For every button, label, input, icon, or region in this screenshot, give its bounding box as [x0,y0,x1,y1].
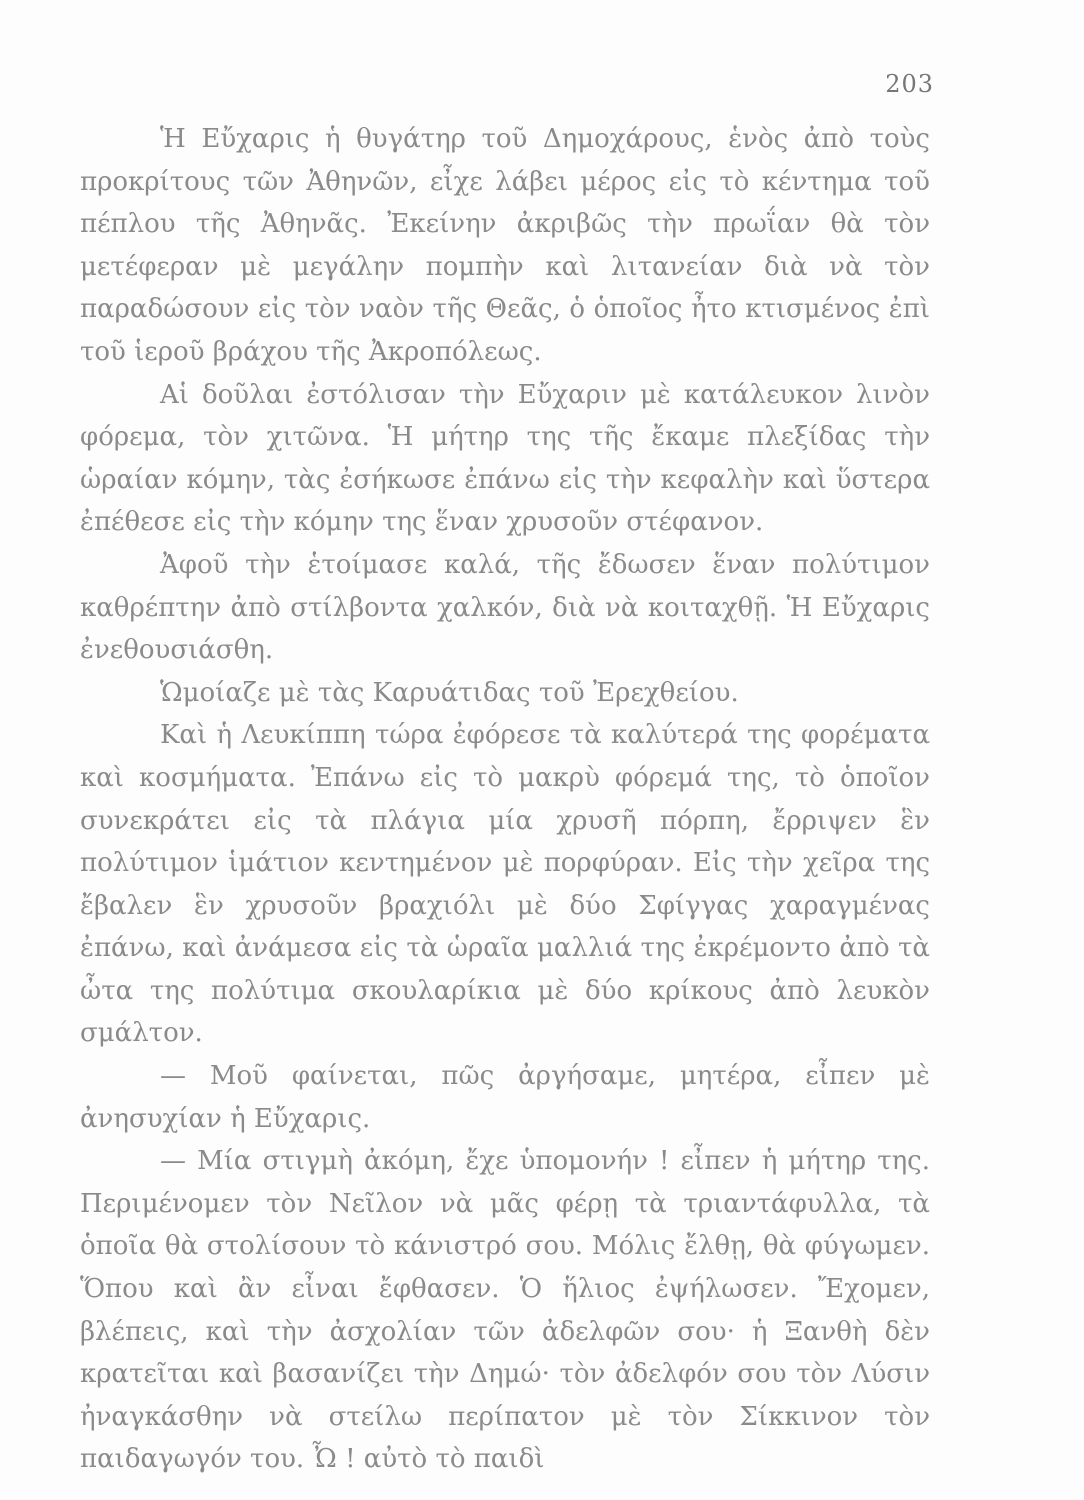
paragraph-2: Αἱ δοῦλαι ἐστόλισαν τὴν Εὔχαριν μὲ κατάλευκον λινὸν φόρεμα, τὸν χιτῶνα. Ἡ μήτηρ της τῆς ἔκαμε πλεξίδας τὴν ὡραίαν κόμην, τὰς ἐσήκωσε ἐπάνω εἰς τὴν κεφαλὴν καὶ ὕστερα ἐπέθεσε εἰς τὴν κόμην της ἕναν χρυσοῦν στέφανον. [80,379,930,538]
paragraph-1: Ἡ Εὔχαρις ἡ θυγάτηρ τοῦ Δημοχάρους, ἑνὸς ἀπὸ τοὺς προκρίτους τῶν Ἀθηνῶν, εἶχε λάβει μέρος εἰς τὸ κέντημα τοῦ πέπλου τῆς Ἀθηνᾶς. Ἐκείνην ἀκριβῶς τὴν πρωΐαν θὰ τὸν μετέφεραν μὲ μεγάλην πομπὴν καὶ λιτανείαν διὰ νὰ τὸν παραδώσουν εἰς τὸν ναὸν τῆς Θεᾶς, ὁ ὁποῖος ἦτο κτισμένος ἐπὶ τοῦ ἱεροῦ βράχου τῆς Ἀκροπόλεως. [80,124,930,367]
paragraph-3: Ἀφοῦ τὴν ἑτοίμασε καλά, τῆς ἔδωσεν ἕναν πολύτιμον καθρέπτην ἀπὸ στίλβοντα χαλκόν, διὰ νὰ κοιταχθῇ. Ἡ Εὔχαρις ἐνεθουσιάσθη. [80,549,930,666]
body-text [80,118,930,1481]
page-number: 203 [885,70,934,98]
paragraph-4: Ὡμοίαζε μὲ τὰς Καρυάτιδας τοῦ Ἐρεχθείου. [160,677,739,708]
paragraph-5: Καὶ ἡ Λευκίππη τώρα ἐφόρεσε τὰ καλύτερά της φορέματα καὶ κοσμήματα. Ἐπάνω εἰς τὸ μακρὺ φόρεμά της, τὸ ὁποῖον συνεκράτει εἰς τὰ πλάγια μία χρυσῆ πόρπη, ἔρριψεν ἓν πολύτιμον ἱμάτιον κεντημένον μὲ πορφύραν. Εἰς τὴν χεῖρα της ἔβαλεν ἓν χρυσοῦν βραχιόλι μὲ δύο Σφίγγας χαραγμένας ἐπάνω, καὶ ἀνάμεσα εἰς τὰ ὡραῖα μαλλιά της ἐκρέμοντο ἀπὸ τὰ ὦτα της πολύτιμα σκουλαρίκια μὲ δύο κρίκους ἀπὸ λευκὸν σμάλτον. [80,720,930,1049]
paragraph-6: — Μοῦ φαίνεται, πῶς ἀργήσαμε, μητέρα, εἶπεν μὲ ἀνησυχίαν ἡ Εὔχαρις. [80,1061,930,1134]
paragraph-7: — Μία στιγμὴ ἀκόμη, ἔχε ὑπομονήν ! εἶπεν ἡ μήτηρ της. Περιμένομεν τὸν Νεῖλον νὰ μᾶς φέρῃ τὰ τριαντάφυλλα, τὰ ὁποῖα θὰ στολίσουν τὸ κάνιστρό σου. Μόλις ἔλθῃ, θὰ φύγωμεν. Ὅπου καὶ ἂν εἶναι ἔφθασεν. Ὁ ἥλιος ἐψήλωσεν. Ἔχομεν, βλέπεις, καὶ τὴν ἀσχολίαν τῶν ἀδελφῶν σου· ἡ Ξανθὴ δὲν κρατεῖται καὶ βασανίζει τὴν Δημώ· τὸν ἀδελφόν σου τὸν Λύσιν ἠναγκάσθην νὰ στείλω περίπατον μὲ τὸν Σίκκινον τὸν παιδαγωγόν του. Ὦ ! αὐτὸ τὸ παιδὶ [80,1146,930,1475]
